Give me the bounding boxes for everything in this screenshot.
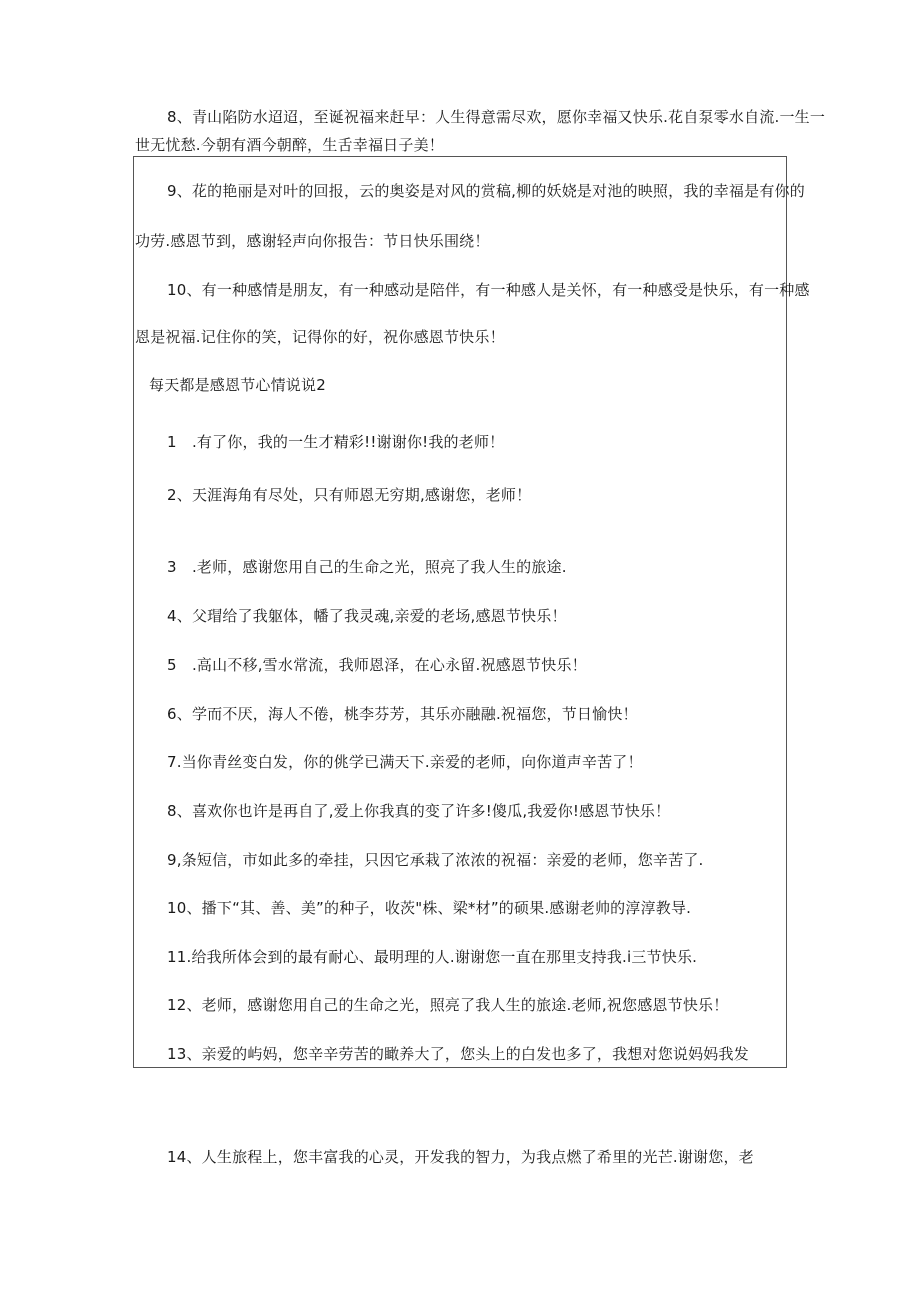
item-8-line-1: 8、青山陷防水迢迢，至诞祝福来赶早：人生得意需尽欢，愿你幸福又快乐.花自泵零水自流.一生一: [167, 108, 826, 126]
item-8-line-2: 世无忧愁.今朝有酒今朝醉，生舌幸福日子美！: [135, 136, 444, 154]
list-item: 11.给我所体会到的最有耐心、最明理的人.谢谢您一直在那里支持我.i三节快乐.: [167, 948, 698, 966]
list-item: 13、亲爱的屿妈，您辛辛劳苦的瞰养大了，您头上的白发也多了，我想对您说妈妈我发: [167, 1045, 749, 1063]
list-item: 8、喜欢你也许是再自了,爱上你我真的变了许多!傻瓜,我爱你!感恩节快乐！: [167, 802, 671, 820]
list-item: 5 .高山不移,雪水常流，我师恩泽，在心永留.祝感恩节快乐！: [167, 656, 587, 674]
list-item: 2、天涯海角有尽处，只有师恩无穷期,感谢您，老师！: [167, 486, 532, 504]
item-9-line-2: 功劳.感恩节到，感谢轻声向你报告：节日快乐围绕！: [135, 232, 490, 250]
list-item: 1 .有了你，我的一生才精彩!!谢谢你!我的老师！: [167, 433, 505, 451]
list-item: 12、老师，感谢您用自己的生命之光，照亮了我人生的旅途.老师,祝您感恩节快乐！: [167, 996, 729, 1014]
list-item: 7.当你青丝变白发，你的佻学已满天下.亲爱的老师，向你道声辛苦了！: [167, 753, 643, 771]
item-10-line-1: 10、有一种感情是朋友，有一种感动是陪伴，有一种感人是关怀，有一种感受是快乐，有一种感: [167, 281, 810, 299]
item-14-line: 14、人生旅程上，您丰富我的心灵，开发我的智力，为我点燃了希里的光芒.谢谢您，老: [167, 1148, 754, 1166]
item-10-line-2: 恩是祝福.记住你的笑，记得你的好，祝你感恩节快乐！: [135, 328, 505, 346]
list-item: 6、学而不厌，海人不倦，桃李芬芳，其乐亦融融.祝福您，节日愉快！: [167, 705, 638, 723]
list-item: 9,条短信，市如此多的牵挂，只因它承栽了浓浓的祝福：亲爱的老师，您辛苦了.: [167, 851, 704, 869]
list-item: 10、播下“其、善、美”的种子，收茨"株、梁*材”的硕果.感谢老帅的淳淳教导.: [167, 899, 692, 917]
item-9-line-1: 9、花的艳丽是对叶的回报，云的奥姿是对风的赏稿,柳的妖娆是对池的映照，我的幸福是有你的: [167, 182, 805, 200]
list-item: 4、父瑁给了我躯体，幡了我灵魂,亲爱的老场,感恩节快乐！: [167, 607, 567, 625]
section-heading: 每天都是感恩节心情说说2: [149, 376, 326, 394]
list-item: 3 .老师，感谢您用自己的生命之光，照亮了我人生的旅途.: [167, 558, 567, 576]
